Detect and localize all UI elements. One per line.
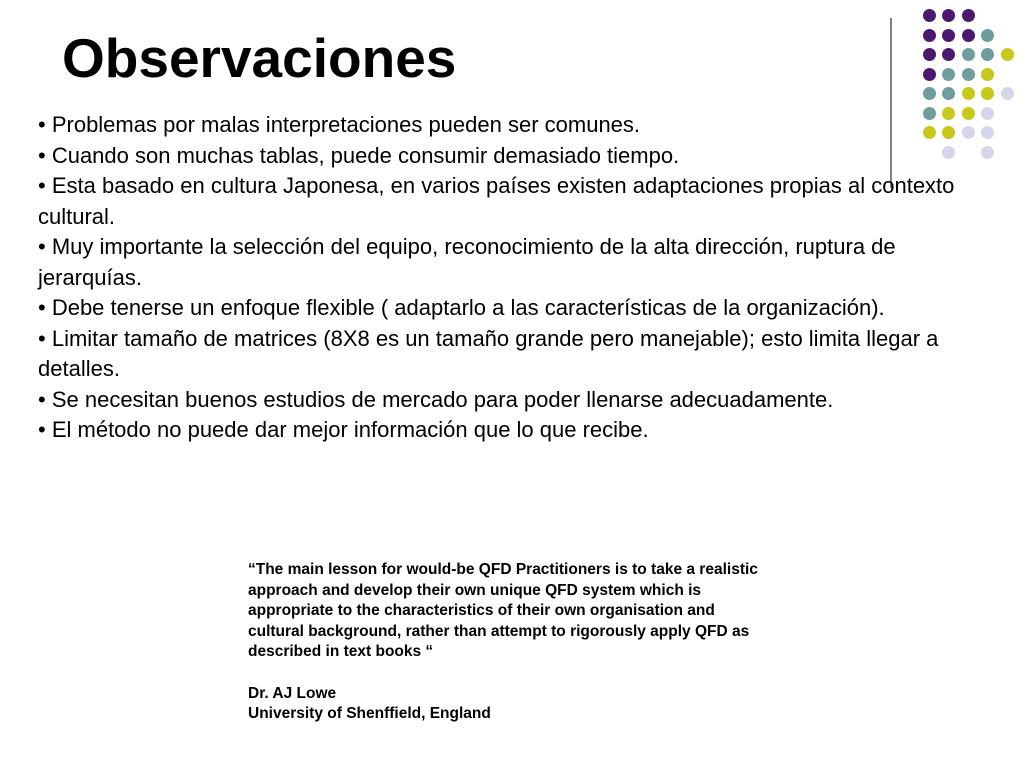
decorative-dot	[962, 87, 975, 100]
decorative-dot	[962, 48, 975, 61]
decorative-dot	[942, 48, 955, 61]
decorative-dot	[942, 9, 955, 22]
quote-text: “The main lesson for would-be QFD Practitioners is to take a realistic approach and develop their own unique QFD system which is appropriate to the characteristics of their own organisation and cultural background, rather than attempt to rigorously apply QFD as described in text books “	[248, 561, 758, 661]
decorative-dot	[1001, 48, 1014, 61]
decorative-dot	[923, 29, 936, 42]
decorative-dot	[923, 87, 936, 100]
decorative-dot	[962, 68, 975, 81]
bullet-marker: •	[38, 386, 46, 412]
quote-block	[248, 560, 848, 725]
decorative-dot	[1001, 87, 1014, 100]
bullet-marker: •	[38, 295, 46, 320]
decorative-dot	[981, 107, 994, 120]
bullet-marker: •	[38, 234, 46, 259]
bullet-text: El método no puede dar mejor información que lo que recibe.	[51, 417, 649, 442]
decorative-dot	[962, 9, 975, 22]
decorative-dot	[981, 146, 994, 159]
bullet-marker: •	[38, 142, 46, 168]
decorative-dot	[981, 29, 994, 42]
bullet-item	[38, 324, 978, 385]
slide-title: Observaciones	[62, 27, 457, 89]
decorative-dot	[981, 87, 994, 100]
bullet-item	[38, 171, 978, 232]
bullet-text: Esta basado en cultura Japonesa, en varios países existen adaptaciones propias al contexto cultural.	[38, 173, 955, 229]
quote-affiliation: University of Shenffield, England	[248, 705, 491, 723]
decorative-dot	[942, 68, 955, 81]
decorative-dot	[923, 48, 936, 61]
decorative-dot	[962, 29, 975, 42]
bullet-marker: •	[38, 325, 46, 351]
bullet-text: Se necesitan buenos estudios de mercado para poder llenarse adecuadamente.	[51, 386, 834, 412]
bullet-item	[38, 110, 978, 141]
decorative-dot	[981, 68, 994, 81]
bullet-marker: •	[38, 112, 46, 137]
bullet-item	[38, 293, 978, 324]
bullet-item	[38, 232, 978, 293]
bullet-text: Cuando son muchas tablas, puede consumir demasiado tiempo.	[51, 142, 680, 168]
bullet-text: Limitar tamaño de matrices (8X8 es un tamaño grande pero manejable); esto limita llegar a detalles.	[38, 325, 939, 381]
bullet-text: Problemas por malas interpretaciones pueden ser comunes.	[51, 112, 641, 137]
bullet-text: Debe tenerse un enfoque flexible ( adaptarlo a las características de la organización).	[51, 295, 885, 320]
decorative-dot	[942, 29, 955, 42]
bullet-item	[38, 141, 978, 172]
decorative-dot	[923, 68, 936, 81]
decorative-dot	[923, 9, 936, 22]
decorative-dot	[942, 87, 955, 100]
decorative-dot	[981, 48, 994, 61]
decorative-dot	[981, 126, 994, 139]
bullet-marker: •	[38, 417, 46, 442]
bullet-text: Muy importante la selección del equipo, reconocimiento de la alta dirección, ruptura de jerarquías.	[38, 234, 896, 290]
bullet-item	[38, 385, 978, 416]
quote-author: Dr. AJ Lowe	[248, 684, 337, 702]
bullet-list	[38, 110, 978, 446]
quote-spacer	[248, 663, 848, 684]
bullet-marker: •	[38, 173, 46, 198]
bullet-item	[38, 415, 978, 446]
